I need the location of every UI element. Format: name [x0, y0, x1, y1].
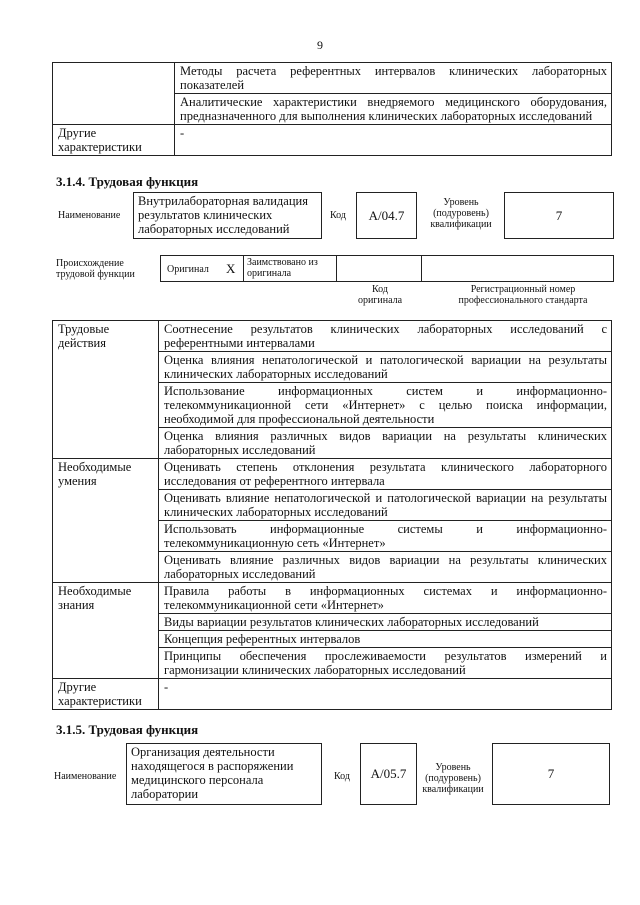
- original-label: Оригинал: [167, 264, 209, 275]
- table-row: [53, 459, 612, 490]
- code-label: Код: [330, 210, 346, 221]
- table-cell: Концепция референтных интервалов: [159, 631, 612, 648]
- page-number: 9: [317, 38, 323, 52]
- name-value-box: Внутрилабораторная валидация результатов клинических лабораторных исследований: [133, 192, 322, 239]
- group-label: Необходимые умения: [53, 459, 159, 583]
- table-cell: Оценивать влияние непатологической и патологической вариации на результаты клинических лабораторных исследований: [159, 490, 612, 521]
- level-value-box-2: 7: [492, 743, 610, 805]
- table-cell: Использование информационных систем и информационно-телекоммуникационной сети «Интернет» с целью поиска информации, необходимой для профессиональной деятельности: [159, 383, 612, 428]
- level-label-2: Уровень (подуровень) квалификации: [422, 762, 484, 795]
- table-row: [53, 321, 612, 352]
- table-cell: Виды вариации результатов клинических лабораторных исследований: [159, 614, 612, 631]
- main-table: [52, 320, 612, 710]
- table-cell: Правила работы в информационных системах и информационно-телекоммуникационной сети «Интернет»: [159, 583, 612, 614]
- name-label: Наименование: [58, 210, 121, 221]
- top-table: [52, 62, 612, 156]
- table-row: [53, 679, 612, 710]
- code-label-2: Код: [334, 771, 350, 782]
- section-heading-3-1-5: 3.1.5. Трудовая функция: [56, 722, 199, 737]
- top-table-cell: Аналитические характеристики внедряемого медицинского оборудования, предназначенного для выполнения клинических лабораторных исследований: [175, 94, 612, 125]
- section-heading-3-1-4: 3.1.4. Трудовая функция: [56, 174, 199, 189]
- table-cell: Соотнесение результатов клинических лабораторных исследований с референтными интервалами: [159, 321, 612, 352]
- top-table-label-empty: [53, 63, 175, 125]
- group-label: Другие характеристики: [53, 679, 159, 710]
- table-cell: Оценка влияния непатологической и патологической вариации на результаты клинических лабораторных исследований: [159, 352, 612, 383]
- name-label-2: Наименование: [54, 771, 117, 782]
- original-cell: [161, 256, 244, 281]
- code-original-caption: Код оригинала: [357, 284, 403, 306]
- table-cell: Оценивать степень отклонения результата клинического лабораторного исследования от референтного интервала: [159, 459, 612, 490]
- table-cell: Оценка влияния различных видов вариации на результаты клинических лабораторных исследований: [159, 428, 612, 459]
- borrowed-label: Заимствовано из оригинала: [247, 257, 318, 279]
- original-mark: X: [226, 261, 236, 276]
- top-table-cell: -: [175, 125, 612, 156]
- name-value-box-2: Организация деятельности находящегося в распоряжении медицинского персонала лаборатории: [126, 743, 322, 805]
- table-cell: -: [159, 679, 612, 710]
- table-cell: Использовать информационные системы и информационно-телекоммуникационную сеть «Интернет»: [159, 521, 612, 552]
- level-label: Уровень (подуровень) квалификации: [430, 197, 492, 230]
- code-value-box-2: А/05.7: [360, 743, 417, 805]
- top-table-cell: Методы расчета референтных интервалов клинических лабораторных показателей: [175, 63, 612, 94]
- origin-label: Происхождение трудовой функции: [56, 258, 135, 280]
- code-original-cell: [336, 256, 422, 281]
- top-table-label: Другие характеристики: [53, 125, 175, 156]
- group-label: Необходимые знания: [53, 583, 159, 679]
- table-row: [53, 583, 612, 614]
- origin-row: [160, 255, 614, 282]
- reg-number-caption: Регистрационный номер профессионального стандарта: [458, 284, 588, 306]
- code-value-box: А/04.7: [356, 192, 417, 239]
- table-cell: Принципы обеспечения прослеживаемости результатов измерений и гармонизации клинических лабораторных исследований: [159, 648, 612, 679]
- table-cell: Оценивать влияние различных видов вариации на результаты клинических лабораторных исследований: [159, 552, 612, 583]
- level-value-box: 7: [504, 192, 614, 239]
- group-label: Трудовые действия: [53, 321, 159, 459]
